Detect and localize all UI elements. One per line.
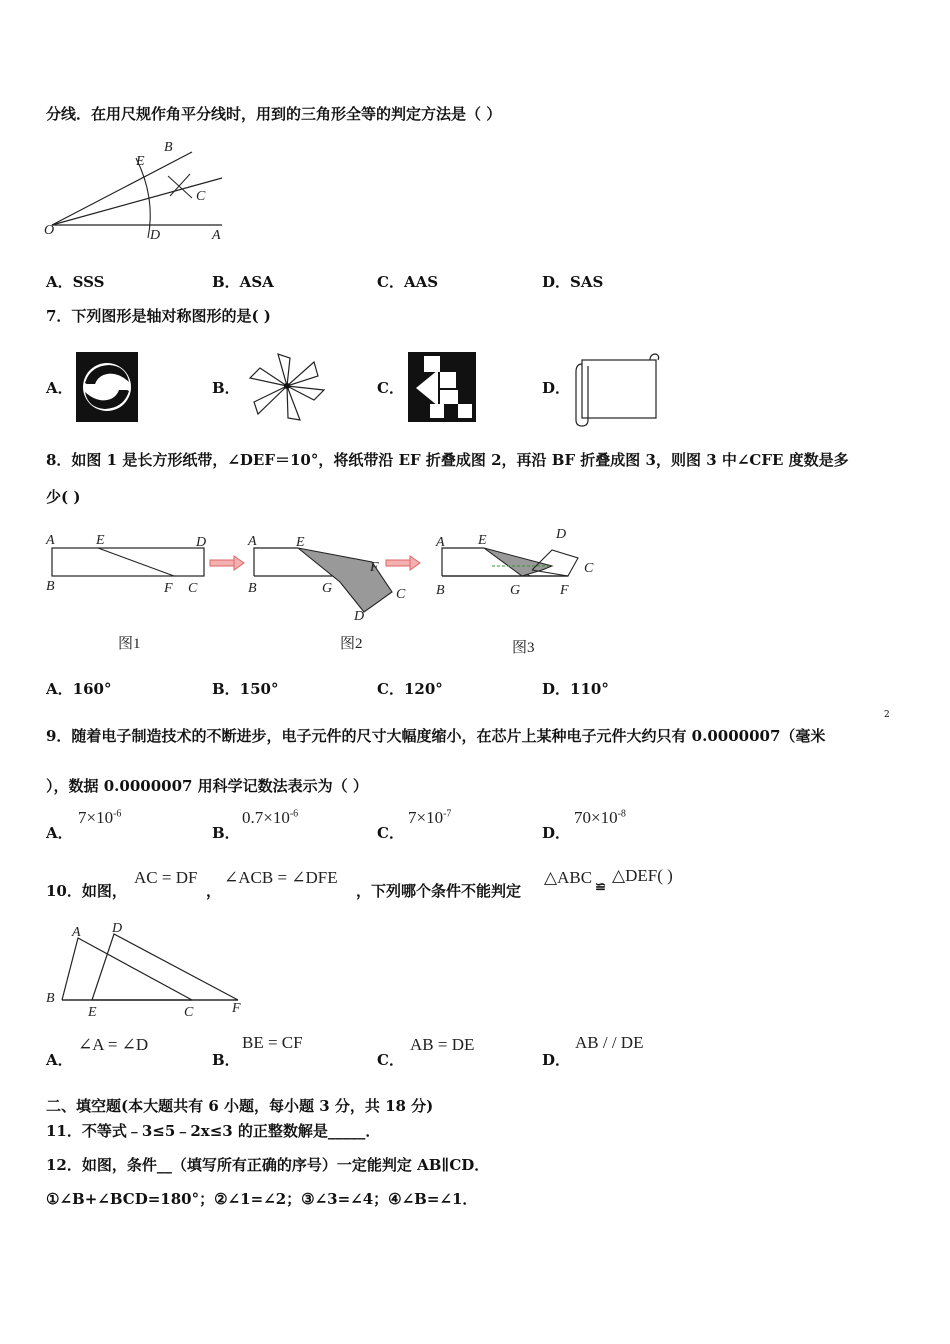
fig10-label-C: C xyxy=(184,1005,194,1020)
q10-cond2: ∠ACB = ∠DFE xyxy=(224,868,338,887)
q9-option-a[interactable]: A． xyxy=(46,824,73,842)
q9-stem-line1: 9．随着电子制造技术的不断进步，电子元件的尺寸大幅度缩小，在芯片上某种电子元件大约只有 0.0000007（毫米 xyxy=(46,727,826,745)
label-D: D xyxy=(150,228,161,243)
fig10-label-E: E xyxy=(88,1005,97,1020)
label-C: C xyxy=(196,189,206,204)
q7-figure-a-swirl xyxy=(76,352,138,422)
q10-tri2: △DEF( ) xyxy=(612,866,673,885)
q8-stem-line1: 8．如图 1 是长方形纸带，∠DEF＝10°，将纸带沿 EF 折叠成图 2，再沿 BF 折叠成图 3，则图 3 中∠CFE 度数是多 xyxy=(46,451,849,469)
q7-option-c[interactable]: C． xyxy=(377,379,404,397)
label-A: A xyxy=(212,228,221,243)
q7-figure-b-pinwheel xyxy=(248,348,326,424)
fig1-label-E: E xyxy=(96,533,105,548)
q7-option-d[interactable]: D． xyxy=(542,379,571,397)
fig2-label-G: G xyxy=(322,581,333,596)
q6-option-c[interactable]: C．AAS xyxy=(377,273,439,291)
fig10-label-A: A xyxy=(72,925,81,940)
q10-option-a[interactable]: A． xyxy=(46,1051,73,1069)
q12-stem: 12．如图，条件__（填写所有正确的序号）一定能判定 AB∥CD． xyxy=(46,1156,490,1174)
arrow-icon xyxy=(210,556,244,570)
q8-option-d[interactable]: D．110° xyxy=(542,680,609,698)
q10-option-c-value: AB = DE xyxy=(410,1035,475,1054)
q8-option-a[interactable]: A．160° xyxy=(46,680,112,698)
q10-congruent: ≌ xyxy=(595,880,606,895)
q7-option-a[interactable]: A． xyxy=(46,379,73,397)
q9-option-b[interactable]: B． xyxy=(212,824,240,842)
fig1-caption: 图1 xyxy=(118,636,141,652)
q10-option-a-value: ∠A = ∠D xyxy=(78,1035,149,1054)
section-title: 二、填空题(本大题共有 6 小题，每小题 3 分，共 18 分) xyxy=(46,1097,434,1115)
fig3-label-A: A xyxy=(436,535,445,550)
corner-mark: 2 xyxy=(884,710,890,720)
q11-stem: 11．不等式﹣3≤5﹣2x≤3 的正整数解是_____． xyxy=(46,1122,381,1140)
fig2-label-D: D xyxy=(354,609,365,624)
q10-option-b[interactable]: B． xyxy=(212,1051,240,1069)
label-E: E xyxy=(136,154,145,169)
fig3-label-E: E xyxy=(478,533,487,548)
q10-option-d[interactable]: D． xyxy=(542,1051,571,1069)
q9-option-a-value: $7\times 10^{-6}$ xyxy=(78,808,122,827)
q9-option-c[interactable]: C． xyxy=(377,824,404,842)
label-B: B xyxy=(164,140,173,155)
q7-option-b[interactable]: B． xyxy=(212,379,240,397)
q10-option-b-value: BE = CF xyxy=(242,1033,303,1052)
q8-figure-2 xyxy=(242,528,422,658)
q8-stem-line2: 少( ) xyxy=(46,488,81,506)
q10-comma: ， xyxy=(206,882,222,900)
q9-option-c-value: $7\times 10^{-7}$ xyxy=(408,808,452,827)
fig1-label-C: C xyxy=(188,581,198,596)
fig1-label-D: D xyxy=(196,535,207,550)
q10-prefix: 10．如图， xyxy=(46,882,127,900)
q7-stem: 7．下列图形是轴对称图形的是( ) xyxy=(46,307,271,325)
q9-option-b-value: $0.7\times 10^{-6}$ xyxy=(242,808,299,827)
fig2-label-F: F xyxy=(370,560,379,575)
q8-option-c[interactable]: C．120° xyxy=(377,680,443,698)
fig3-label-D: D xyxy=(556,527,567,542)
q8-option-b[interactable]: B．150° xyxy=(212,680,279,698)
q8-figure-1 xyxy=(42,528,222,658)
fig2-caption: 图2 xyxy=(340,636,363,652)
fig3-label-C: C xyxy=(584,561,594,576)
q6-option-d[interactable]: D．SAS xyxy=(542,273,604,291)
angle-bisector-figure xyxy=(40,138,240,248)
q9-option-d[interactable]: D． xyxy=(542,824,571,842)
q10-option-c[interactable]: C． xyxy=(377,1051,404,1069)
fig3-label-G: G xyxy=(510,583,521,598)
q7-figure-d-scroll xyxy=(572,352,660,428)
fig1-label-F: F xyxy=(164,581,173,596)
fig1-label-A: A xyxy=(46,533,55,548)
q6-option-b[interactable]: B．ASA xyxy=(212,273,274,291)
q9-stem-line2: ），数据 0.0000007 用科学记数法表示为（ ） xyxy=(46,777,368,795)
q10-middle: ，下列哪个条件不能判定 xyxy=(356,882,522,900)
fig2-label-A: A xyxy=(248,534,257,549)
fig2-label-E: E xyxy=(296,535,305,550)
q6-option-a[interactable]: A．SSS xyxy=(46,273,105,291)
arrow-icon xyxy=(386,556,420,570)
fig2-label-B: B xyxy=(248,581,257,596)
fig1-label-B: B xyxy=(46,579,55,594)
fig3-caption: 图3 xyxy=(512,640,535,656)
q8-figure-3 xyxy=(432,518,612,658)
q6-stem: 分线．在用尺规作角平分线时，用到的三角形全等的判定方法是（ ） xyxy=(46,105,502,123)
q10-cond1: AC = DF xyxy=(134,868,198,887)
fig3-label-B: B xyxy=(436,583,445,598)
q10-tri1: △ABC xyxy=(544,868,593,887)
q10-triangles-figure xyxy=(42,922,252,1022)
q10-option-d-value: AB / / DE xyxy=(575,1033,644,1052)
fig10-label-F: F xyxy=(232,1001,241,1016)
q12-conditions: ①∠B+∠BCD=180°；②∠1=∠2；③∠3=∠4；④∠B=∠1． xyxy=(46,1190,478,1208)
label-O: O xyxy=(44,223,55,238)
fig10-label-D: D xyxy=(112,921,123,936)
fig3-label-F: F xyxy=(560,583,569,598)
q9-option-d-value: $70\times 10^{-8}$ xyxy=(574,808,626,827)
fig2-label-C: C xyxy=(396,587,406,602)
q7-figure-c-checker xyxy=(408,352,476,422)
fig10-label-B: B xyxy=(46,991,55,1006)
